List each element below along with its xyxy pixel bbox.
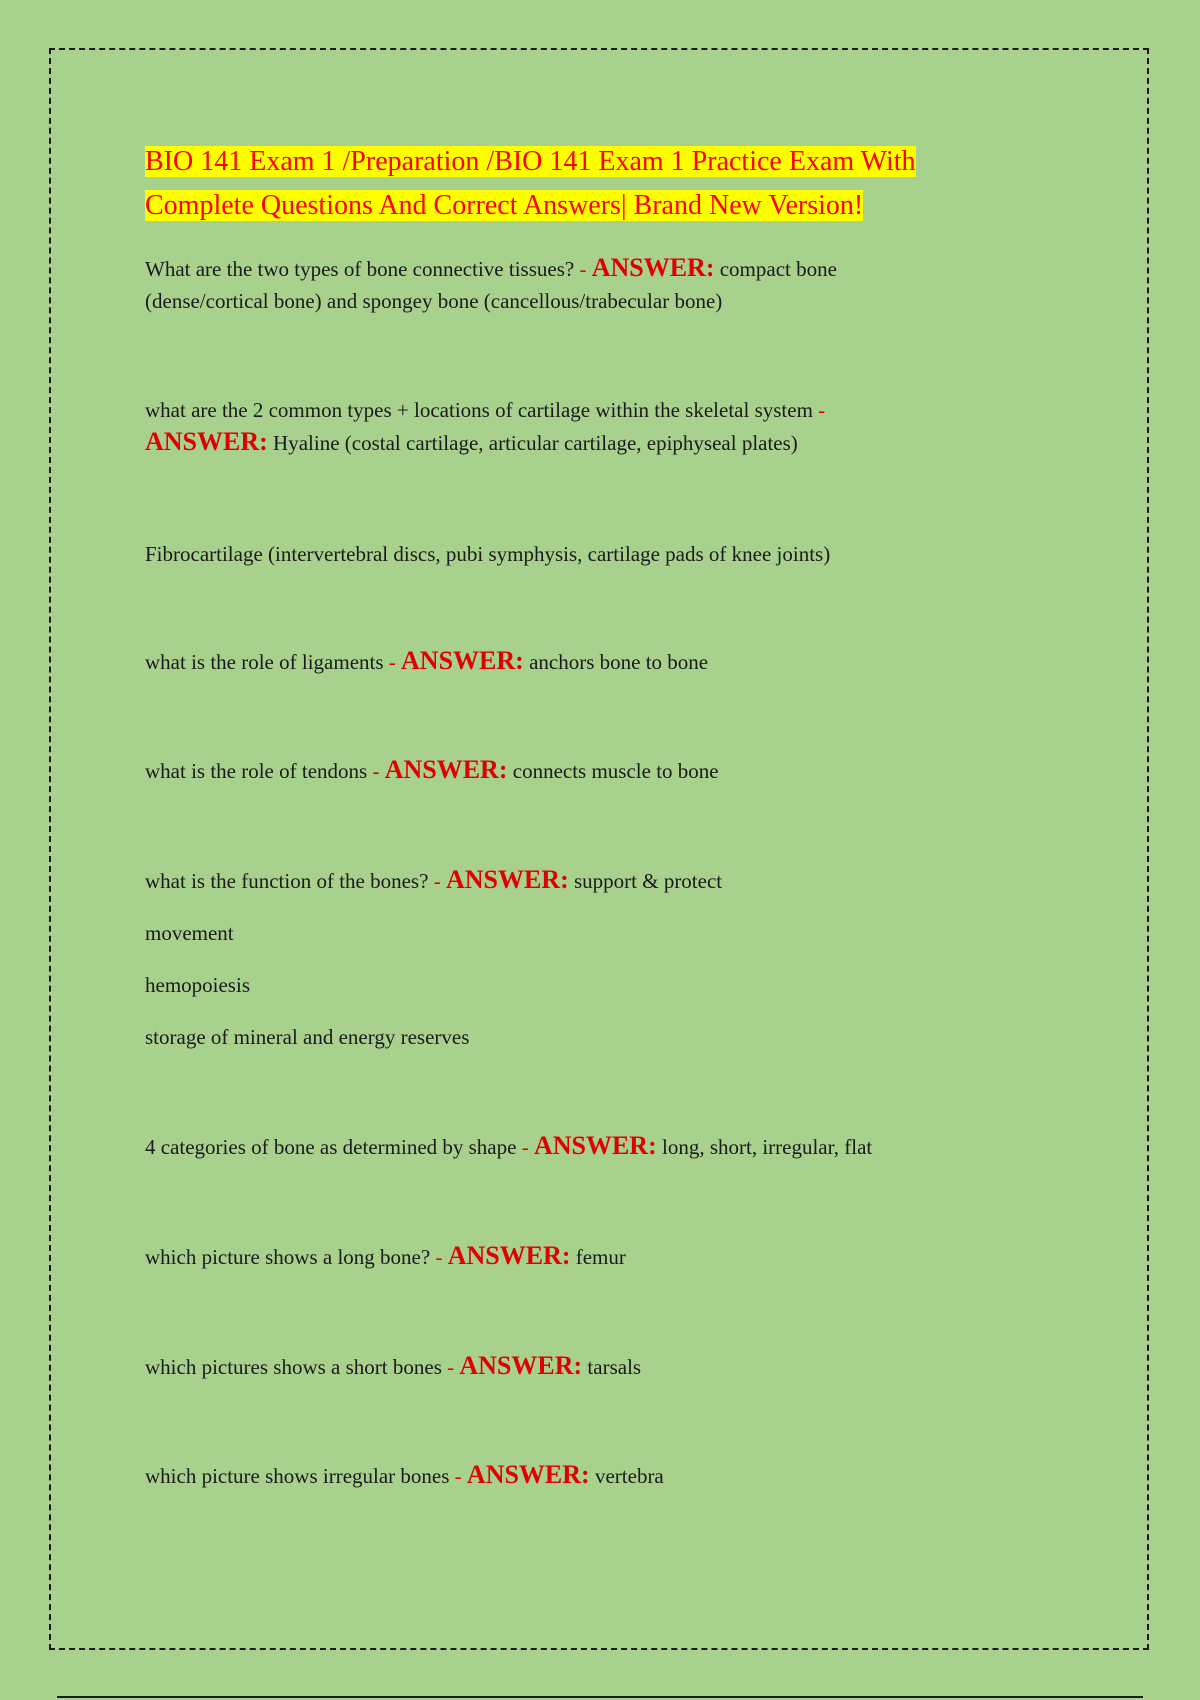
answer-text-continued: (dense/cortical bone) and spongey bone (cancellous/trabecular bone)	[145, 289, 723, 313]
question-text: what are the 2 common types + locations of cartilage within the skeletal system	[145, 398, 819, 422]
answer-label: ANSWER:	[447, 1241, 571, 1270]
document-title	[145, 140, 1045, 228]
qa-item-7	[145, 1240, 1045, 1273]
answer-separator: -	[818, 398, 826, 422]
title-line-2: Complete Questions And Correct Answers| Brand New Version!	[145, 190, 864, 221]
qa-item-5	[145, 864, 1045, 897]
question-text: which picture shows a long bone?	[145, 1245, 436, 1269]
answer-label: ANSWER:	[466, 1460, 590, 1489]
question-text: what is the function of the bones?	[145, 869, 434, 893]
title-line-1: BIO 141 Exam 1 /Preparation /BIO 141 Exam 1 Practice Exam With	[145, 146, 916, 177]
qa-item-9	[145, 1459, 1045, 1492]
question-text: 4 categories of bone as determined by shape	[145, 1135, 522, 1159]
answer-separator: -	[454, 1464, 467, 1488]
answer-text: compact bone	[714, 257, 837, 281]
bottom-rule	[57, 1696, 1143, 1698]
answer-text: long, short, irregular, flat	[656, 1135, 873, 1159]
answer-continuation: Fibrocartilage (intervertebral discs, pubi symphysis, cartilage pads of knee joints)	[145, 542, 831, 566]
document-content	[145, 140, 1045, 1489]
question-text: What are the two types of bone connective tissues?	[145, 257, 580, 281]
answer-extra-line-1: movement	[145, 921, 234, 945]
answer-label: ANSWER:	[384, 755, 508, 784]
answer-text: anchors bone to bone	[523, 650, 709, 674]
answer-extra-line-3: storage of mineral and energy reserves	[145, 1025, 470, 1049]
answer-label: ANSWER:	[591, 253, 715, 282]
answer-separator: -	[388, 650, 402, 674]
qa-item-8	[145, 1350, 1045, 1383]
answer-separator: -	[521, 1135, 534, 1159]
answer-text: connects muscle to bone	[507, 759, 719, 783]
qa-item-1	[145, 252, 1045, 317]
question-text: which pictures shows a short bones	[145, 1355, 448, 1379]
answer-label: ANSWER:	[401, 646, 524, 675]
answer-label: ANSWER:	[445, 865, 569, 894]
answer-text: support & protect	[568, 869, 723, 893]
answer-separator: -	[435, 1245, 448, 1269]
question-text: which picture shows irregular bones	[145, 1464, 455, 1488]
qa-item-2	[145, 394, 1045, 459]
qa-item-4	[145, 754, 1045, 787]
qa-item-3	[145, 645, 1045, 678]
question-text: what is the role of tendons	[145, 759, 373, 783]
answer-separator: -	[372, 759, 385, 783]
question-text: what is the role of ligaments	[145, 650, 389, 674]
answer-text: vertebra	[589, 1464, 664, 1488]
answer-text: femur	[570, 1245, 626, 1269]
answer-label: ANSWER:	[459, 1351, 583, 1380]
answer-extra-line-2: hemopoiesis	[145, 973, 250, 997]
answer-separator: -	[433, 869, 446, 893]
answer-text: Hyaline (costal cartilage, articular cartilage, epiphyseal plates)	[267, 431, 798, 455]
answer-separator: -	[447, 1355, 460, 1379]
answer-label: ANSWER:	[145, 427, 268, 456]
qa-item-6	[145, 1130, 1045, 1163]
answer-text: tarsals	[582, 1355, 642, 1379]
answer-separator: -	[579, 257, 592, 281]
answer-label: ANSWER:	[533, 1131, 657, 1160]
